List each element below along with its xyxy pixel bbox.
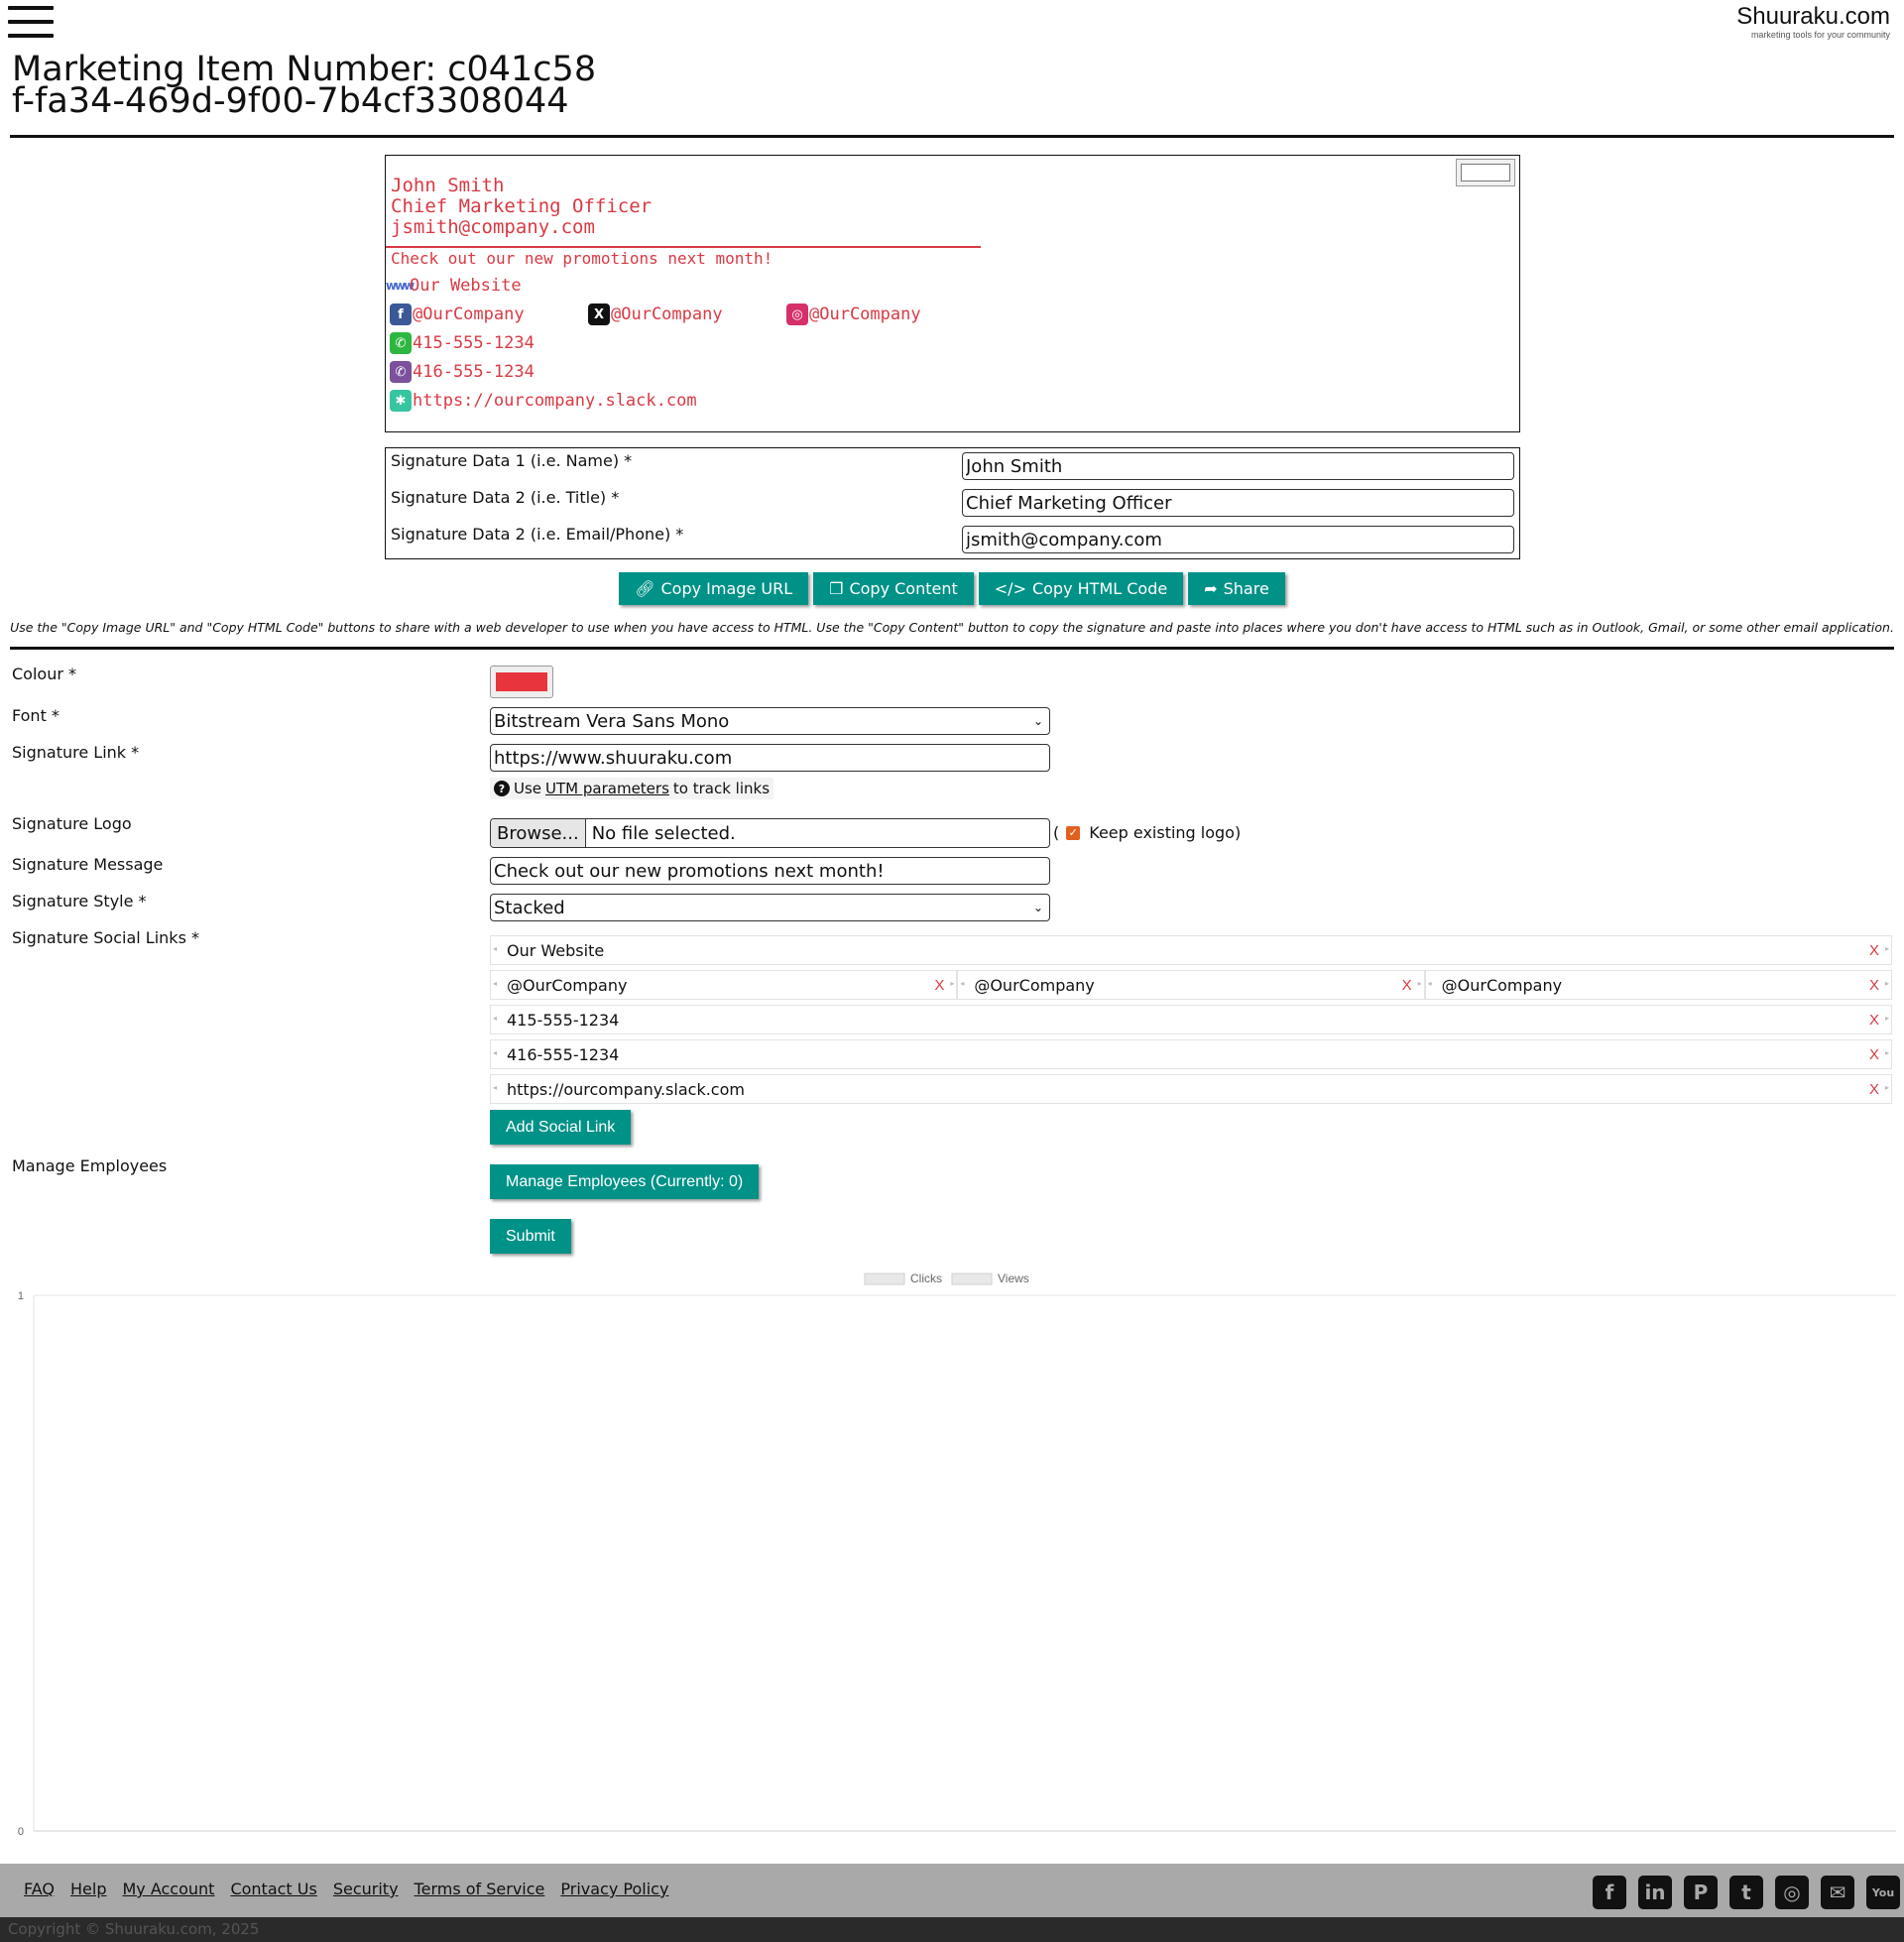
footer-link[interactable]: FAQ xyxy=(24,1880,55,1898)
name-input[interactable] xyxy=(962,452,1514,480)
move-right-icon[interactable]: ▸ xyxy=(1884,979,1889,988)
keep-logo-option xyxy=(1053,823,1241,842)
move-right-icon[interactable]: ▸ xyxy=(1884,1048,1889,1057)
browse-button[interactable]: Browse... xyxy=(491,819,586,847)
title-input[interactable] xyxy=(962,489,1514,517)
link-icon: 🔗︎ xyxy=(635,579,655,598)
question-icon: ? xyxy=(494,781,510,796)
add-social-link-button[interactable]: Add Social Link xyxy=(490,1110,631,1145)
footer-link[interactable]: Contact Us xyxy=(230,1880,317,1898)
copy-content-button[interactable] xyxy=(813,572,974,605)
move-left-icon[interactable]: ◂ xyxy=(493,1014,498,1023)
preview-message: Check out our new promotions next month! xyxy=(391,249,774,268)
whatsapp-icon: ✆ xyxy=(390,332,412,354)
social-link-value: 415-555-1234 xyxy=(507,1010,620,1030)
font-label: Font * xyxy=(12,706,60,725)
share-icon: ➦ xyxy=(1204,579,1218,598)
preview-instagram-link[interactable] xyxy=(786,303,921,325)
y-tick-label: 0 xyxy=(17,1826,24,1838)
move-left-icon[interactable]: ◂ xyxy=(493,944,498,953)
preview-whatsapp-text: 415-555-1234 xyxy=(413,333,535,353)
remove-link-button[interactable]: X xyxy=(1868,1045,1879,1063)
social-link-value: @OurCompany xyxy=(974,975,1095,995)
brand-tagline: marketing tools for your community xyxy=(1750,30,1890,41)
legend-label: Clicks xyxy=(910,1272,942,1285)
email-input[interactable] xyxy=(962,526,1514,553)
chevron-down-icon: ⌄ xyxy=(1032,901,1043,914)
font-select-value: Bitstream Vera Sans Mono xyxy=(494,710,730,732)
move-right-icon[interactable]: ▸ xyxy=(950,979,955,988)
copy-image-url-button[interactable] xyxy=(619,572,808,605)
copy-html-label: Copy HTML Code xyxy=(1031,579,1168,598)
colour-label: Colour * xyxy=(12,665,76,683)
social-link-item[interactable] xyxy=(490,970,957,1000)
preview-slack-link[interactable] xyxy=(390,390,697,412)
preview-facebook-link[interactable] xyxy=(390,303,525,325)
social-link-item[interactable] xyxy=(490,935,1892,965)
signature-message-input[interactable] xyxy=(490,857,1050,885)
name-label: Signature Data 1 (i.e. Name) * xyxy=(391,451,633,470)
social-link-item[interactable] xyxy=(957,970,1424,1000)
copy-html-button[interactable] xyxy=(979,572,1183,605)
preview-viber-link[interactable] xyxy=(390,361,535,383)
social-link-value: 416-555-1234 xyxy=(507,1044,620,1064)
signature-link-label: Signature Link * xyxy=(12,743,140,762)
signature-logo-label: Signature Logo xyxy=(12,814,132,833)
social-link-value: @OurCompany xyxy=(507,975,628,995)
facebook-icon: f xyxy=(390,303,412,325)
legend-label: Views xyxy=(998,1272,1029,1285)
colour-swatch xyxy=(496,672,547,691)
move-left-icon[interactable]: ◂ xyxy=(493,1083,498,1092)
brand-name: Shuuraku.com xyxy=(1736,3,1890,30)
viber-icon: ✆ xyxy=(390,361,412,383)
preview-title: Chief Marketing Officer xyxy=(391,195,653,217)
move-left-icon[interactable]: ◂ xyxy=(493,979,498,988)
manage-employees-button[interactable]: Manage Employees (Currently: 0) xyxy=(490,1164,759,1199)
social-link-item[interactable] xyxy=(490,1039,1892,1069)
social-link-value: https://ourcompany.slack.com xyxy=(507,1079,745,1099)
menu-icon[interactable] xyxy=(8,6,54,40)
divider xyxy=(10,135,1894,138)
preview-twitter-link[interactable] xyxy=(588,303,723,325)
email-label: Signature Data 2 (i.e. Email/Phone) * xyxy=(391,525,684,544)
utm-suffix: to track links xyxy=(672,780,771,797)
page-title: Marketing Item Number: c041c58f-fa34-469d-9f00-7b4cf3308044 xyxy=(12,50,597,121)
signature-preview xyxy=(385,155,1520,432)
utm-parameters-link[interactable]: UTM parameters xyxy=(545,780,669,797)
social-link-item[interactable] xyxy=(1425,970,1892,1000)
x-twitter-icon: X xyxy=(588,303,610,325)
keep-logo-label: Keep existing logo) xyxy=(1089,823,1242,842)
move-left-icon[interactable]: ◂ xyxy=(1427,979,1432,988)
move-right-icon[interactable]: ▸ xyxy=(1417,979,1422,988)
preview-whatsapp-link[interactable] xyxy=(390,332,535,354)
move-right-icon[interactable]: ▸ xyxy=(1884,1083,1889,1092)
remove-link-button[interactable]: X xyxy=(1868,941,1879,959)
footer-link[interactable]: Terms of Service xyxy=(414,1880,545,1898)
signature-data-row xyxy=(391,448,1514,478)
preview-instagram-text: @OurCompany xyxy=(809,304,921,324)
share-button[interactable] xyxy=(1188,572,1285,605)
footer-link[interactable]: Help xyxy=(70,1880,107,1898)
linkedin-icon[interactable]: in xyxy=(1638,1876,1672,1909)
social-link-row xyxy=(490,1074,1892,1104)
chevron-down-icon: ⌄ xyxy=(1032,714,1043,728)
social-link-row xyxy=(490,1039,1892,1069)
social-links-label: Signature Social Links * xyxy=(12,928,199,947)
instagram-icon: ◎ xyxy=(786,303,808,325)
youtube-icon[interactable]: You xyxy=(1866,1876,1900,1909)
social-link-item[interactable] xyxy=(490,1005,1892,1034)
social-link-item[interactable] xyxy=(490,1074,1892,1104)
move-left-icon[interactable]: ◂ xyxy=(960,979,965,988)
logo-file-input[interactable] xyxy=(490,818,1050,848)
footer-link[interactable]: Security xyxy=(332,1880,399,1898)
signature-data-form xyxy=(385,447,1520,559)
pinterest-icon[interactable]: P xyxy=(1684,1876,1718,1909)
copy-instructions: Use the "Copy Image URL" and "Copy HTML Code" buttons to share with a web developer to use when you have access to HTML. Use the "Copy Content" button to copy the signature and paste into places where you don't have access to HTML such as in Outlook, Gmail, or some other email application. xyxy=(10,620,1894,635)
signature-link-input[interactable] xyxy=(490,744,1050,772)
signature-message-label: Signature Message xyxy=(12,855,164,874)
signature-style-label: Signature Style * xyxy=(12,892,147,910)
preview-twitter-text: @OurCompany xyxy=(611,304,723,324)
font-select[interactable] xyxy=(490,707,1050,735)
footer-social xyxy=(1593,1876,1900,1909)
action-toolbar xyxy=(0,572,1904,605)
style-select-value: Stacked xyxy=(494,897,565,918)
move-right-icon[interactable]: ▸ xyxy=(1884,1014,1889,1023)
preview-divider xyxy=(386,246,981,248)
legend-swatch xyxy=(865,1274,904,1284)
social-link-value: Our Website xyxy=(507,940,605,960)
keep-logo-checkbox[interactable]: ✓ xyxy=(1066,826,1080,840)
copyright: Copyright © Shuuraku.com, 2025 xyxy=(0,1917,1904,1942)
social-link-row xyxy=(490,1005,1892,1034)
preview-name: John Smith xyxy=(391,175,505,196)
submit-button[interactable]: Submit xyxy=(490,1219,571,1254)
instagram-icon[interactable]: ◎ xyxy=(1775,1876,1809,1909)
copy-content-label: Copy Content xyxy=(849,579,958,598)
stats-chart xyxy=(0,1266,1904,1841)
footer-link[interactable]: My Account xyxy=(122,1880,215,1898)
footer-link[interactable]: Privacy Policy xyxy=(560,1880,669,1898)
colour-picker[interactable] xyxy=(490,666,553,698)
slack-icon: ✱ xyxy=(390,390,412,412)
chat-icon[interactable]: ✉ xyxy=(1821,1876,1854,1909)
preview-slack-text: https://ourcompany.slack.com xyxy=(413,391,697,411)
preview-toggle-button[interactable] xyxy=(1456,159,1515,186)
social-link-row xyxy=(490,970,1892,1000)
share-label: Share xyxy=(1223,579,1269,598)
legend-swatch xyxy=(952,1274,992,1284)
signature-style-select[interactable] xyxy=(490,894,1050,921)
utm-prefix: Use xyxy=(514,780,542,797)
code-icon: </> xyxy=(994,579,1026,598)
remove-link-button[interactable]: X xyxy=(1401,976,1412,994)
preview-email: jsmith@company.com xyxy=(391,216,595,238)
preview-website-link[interactable] xyxy=(385,276,522,296)
y-tick-label: 1 xyxy=(17,1290,24,1302)
move-left-icon[interactable]: ◂ xyxy=(493,1048,498,1057)
footer-links xyxy=(24,1880,668,1898)
twitter-icon[interactable]: t xyxy=(1729,1876,1763,1909)
keep-logo-paren: ( xyxy=(1053,823,1060,842)
utm-hint xyxy=(490,778,774,799)
file-status: No file selected. xyxy=(591,822,736,844)
signature-data-row xyxy=(391,485,1514,515)
move-right-icon[interactable]: ▸ xyxy=(1884,944,1889,953)
copy-image-url-label: Copy Image URL xyxy=(660,579,793,598)
social-link-value: @OurCompany xyxy=(1441,975,1563,995)
signature-data-row xyxy=(391,522,1514,551)
copy-icon: ❐ xyxy=(829,579,844,598)
preview-facebook-text: @OurCompany xyxy=(413,304,525,324)
www-icon: www xyxy=(385,279,414,293)
facebook-icon[interactable]: f xyxy=(1593,1876,1626,1909)
brand-logo[interactable] xyxy=(1736,4,1890,40)
footer xyxy=(0,1864,1904,1917)
divider xyxy=(10,647,1894,650)
social-link-row xyxy=(490,935,1892,965)
title-label: Signature Data 2 (i.e. Title) * xyxy=(391,488,620,507)
remove-link-button[interactable]: X xyxy=(1868,976,1879,994)
manage-employees-label: Manage Employees xyxy=(12,1156,168,1175)
preview-viber-text: 416-555-1234 xyxy=(413,362,535,382)
remove-link-button[interactable]: X xyxy=(1868,1080,1879,1098)
preview-website-text: Our Website xyxy=(410,276,522,296)
remove-link-button[interactable]: X xyxy=(1868,1011,1879,1029)
remove-link-button[interactable]: X xyxy=(934,976,945,994)
